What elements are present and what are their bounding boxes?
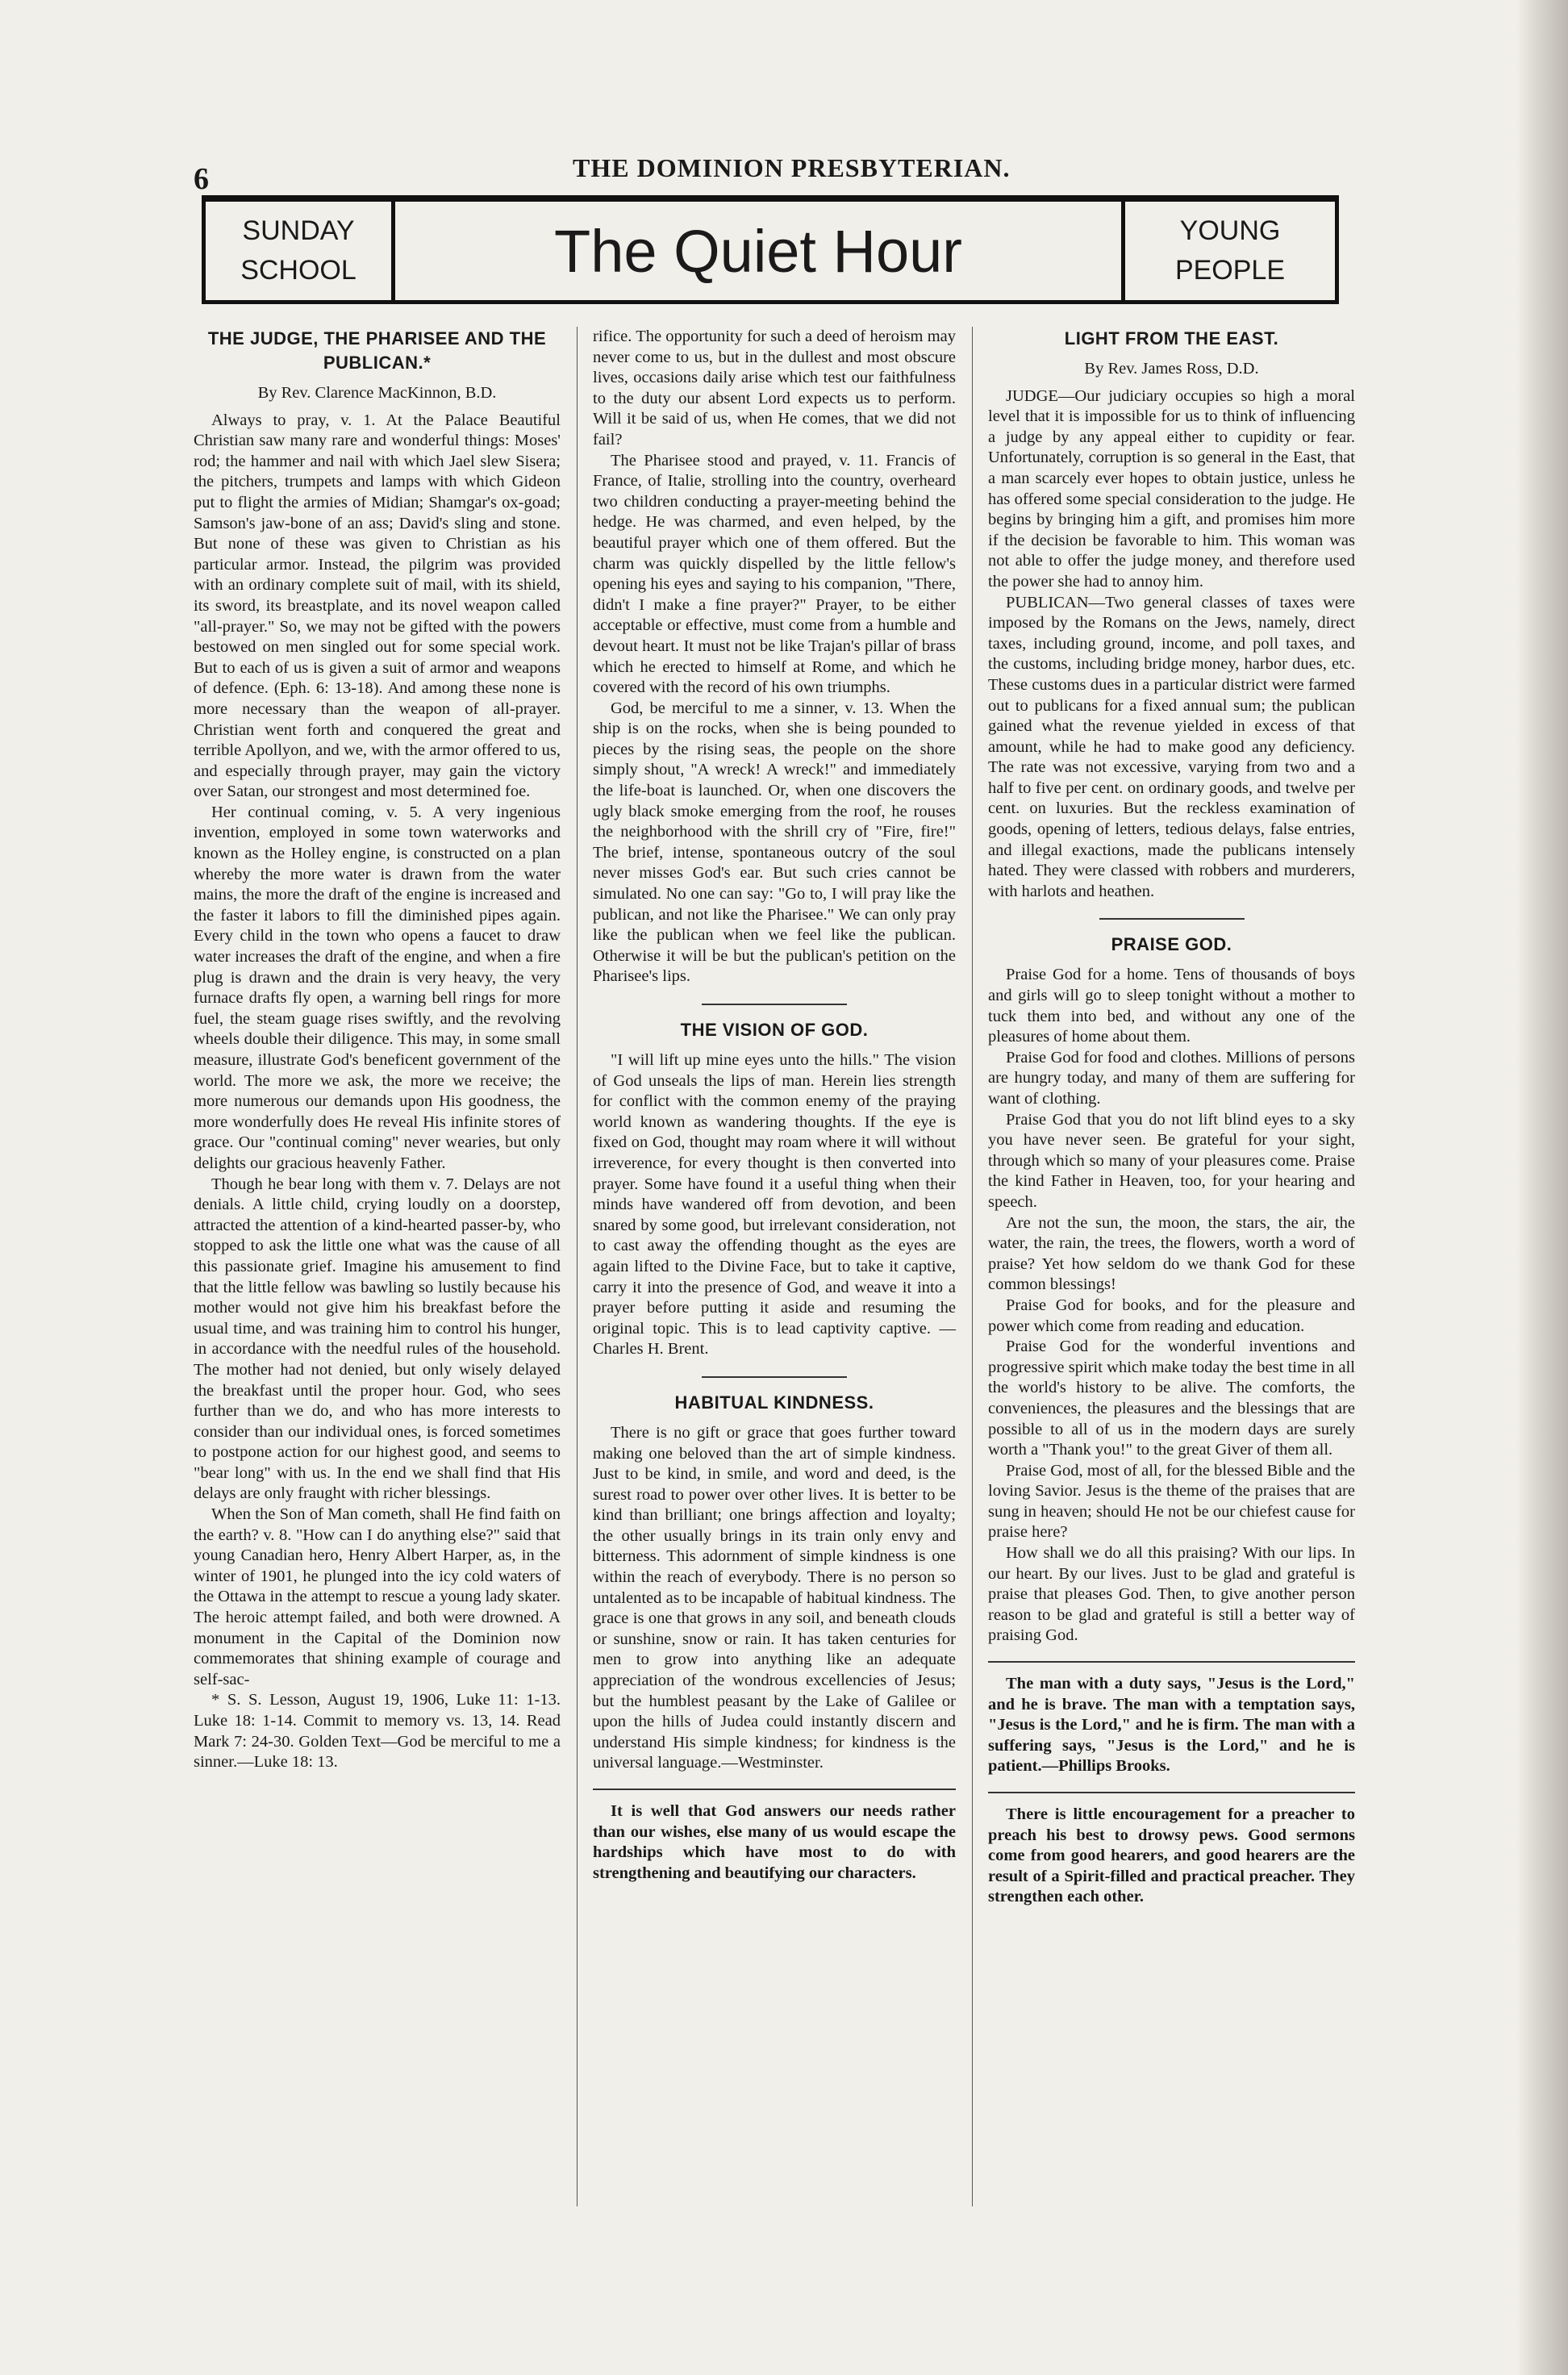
paragraph: Are not the sun, the moon, the stars, the air, the water, the rain, the trees, the flowers, worth a word of praise? Yet how seldom do we thank God for these common blessings!	[988, 1213, 1355, 1294]
article-byline: By Rev. Clarence MacKinnon, B.D.	[257, 384, 497, 402]
journal-title: THE DOMINION PRESBYTERIAN.	[573, 153, 1011, 182]
banner-right-line1: YOUNG	[1179, 215, 1281, 246]
article-title: THE VISION OF GOD.	[680, 1020, 869, 1040]
paragraph: Praise God for the wonderful inventions and progressive spirit which make today the best time in all the world's history to be alive. The comforts, the conveniences, the pleasures and the blessings that are possible to all of us in the modern days are surely worth a "Thank you!" to the great Giver of them all.	[988, 1338, 1355, 1459]
quote-paragraph: The man with a duty says, "Jesus is the Lord," and he is brave. The man with a temptation says, "Jesus is the Lord," and he is firm. The man with a suffering says, "Jesus is the Lord," and he is patient.—Phillips Brooks.	[988, 1675, 1355, 1776]
paragraph: Her continual coming, v. 5. A very ingenious invention, employed in some town waterworks and known as the Holley engine, is constructed on a plan whereby the more water is drawn from the water mains, the more the draft of the engine is increased and the faster it labors to fill the diminished pipes again. Every child in the town who opens a faucet to draw water increases the draft of the engine, and when a fire plug is drawn and the drain is very heavy, the very furnace drafts fly open, a warning bell rings for more fuel, the steam guage rises swiftly, and the revolving wheels double their diligence. This may, in some small measure, illustrate God's beneficent government of the world. The more we ask, the more we receive; the more numerous our demands upon His goodness, the more wonderfully does He reveal His infinite stores of grace. Our "continual coming" never wearies, but only delights our gracious heavenly Father.	[194, 803, 561, 1172]
banner-left	[206, 202, 395, 300]
page-binding-edge	[1516, 0, 1568, 2375]
closing-paragraph: There is little encouragement for a preacher to preach his best to drowsy pews. Good sermons come from good hearers, and good hearers are the result of a Spirit-filled and practical preacher. They strengthen each other.	[988, 1805, 1355, 1906]
paragraph: Praise God that you do not lift blind eyes to a sky you have never seen. Be grateful for your sight, through which so many of your pleasures come. Praise the kind Father in Heaven, too, for your hearing and speech.	[988, 1110, 1355, 1211]
paragraph: There is no gift or grace that goes further toward making one beloved than the art of simple kindness. Just to be kind, in smile, and word and deed, is the surest road to power over other lives. It is better to be kind than brilliant; one brings affection and loyalty; the other usually brings in its train only envy and bitterness. This adornment of simple kindness is one within the reach of everybody. There is no person so untalented as to be incapable of habitual kindness. The grace is one that grows in any soil, and beneath clouds or sunshine, snow or rain. It has taken centuries for men to grow into anything like an adequate appreciation of the wondrous excellencies of Jesus; but the humblest peasant by the Lake of Galilee or upon the hills of Judea could instantly discern and understand His simple kindness; for kindness is the universal language.—Westminster.	[593, 1423, 956, 1772]
paragraph: Praise God for a home. Tens of thousands of boys and girls will go to sleep tonight without a mother to tuck them into bed, and without any one of the pleasures of home about them.	[988, 966, 1355, 1046]
paragraph: Praise God, most of all, for the blessed Bible and the loving Savior. Jesus is the theme of the praises that are sung in heaven; should He not be our chiefest cause for praise here?	[988, 1461, 1355, 1542]
lesson-footnote: * S. S. Lesson, August 19, 1906, Luke 11: 1-13. Luke 18: 1-14. Commit to memory vs. 13, 14. Read Mark 7: 24-30. Golden Text—God be merciful to me a sinner.—Luke 18: 13.	[194, 1691, 561, 1772]
banner-right-line2: PEOPLE	[1174, 255, 1286, 286]
column-3	[988, 327, 1355, 1908]
banner-right	[1121, 202, 1335, 300]
paragraph: The Pharisee stood and prayed, v. 11. Francis of France, of Italie, strolling into the country, overheard two children conducting a prayer-meeting behind the hedge. He was charmed, and even helped, by the beautiful prayer which one of them offered. But the charm was quickly dispelled by the little fellow's opening his eyes and saying to his companion, "There, didn't I make a fine prayer?" Prayer, to be either acceptable or effective, must come from a humble and devout heart. It must not be like Trajan's pillar of brass which he erected to himself at Rome, and which he covered with the record of his own triumphs.	[593, 451, 956, 697]
paragraph: Praise God for food and clothes. Millions of persons are hungry today, and many of them are suffering for want of clothing.	[988, 1048, 1355, 1108]
banner-left-line2: SCHOOL	[240, 255, 357, 286]
column-1	[194, 327, 561, 1773]
paragraph: JUDGE—Our judiciary occupies so high a moral level that it is impossible for us to think of influencing a judge by any appeal either to cupidity or fear. Unfortunately, corruption is so general in the East, that a man scarcely ever hopes to obtain justice, unless he has offered some special consideration to the judge. He begins by bringing him a gift, and promises him more if the decision be favorable to him. This woman was not able to offer the judge money, and therefore used the power she had to annoy him.	[988, 386, 1355, 591]
column-divider	[577, 327, 578, 2206]
paragraph: Though he bear long with them v. 7. Delays are not denials. A little child, crying loudly on a doorstep, attracted the attention of a kind-hearted passer-by, who stopped to ask the little one what was the cause of all this passionate grief. Imagine his amusement to find that the little fellow was bawling so lustily because his mother would not give him his breakfast before the usual time, and was training him to control his hunger, in accordance with the needful rules of the household. The mother had not denied, but only wisely delayed the breakfast until the proper hour. God, who sees further than we do, and who has more interests to consider than our individual ones, is forced sometimes to postpone action for our highest good, and seems to "bear long" with us. In the end we shall find that His delays are only fraught with richer blessings.	[194, 1175, 561, 1503]
page-number: 6	[194, 162, 209, 196]
section-rule	[702, 1376, 847, 1378]
article-byline: By Rev. James Ross, D.D.	[1084, 360, 1259, 378]
paragraph: PUBLICAN—Two general classes of taxes were imposed by the Romans on the Jews, namely, direct taxes, including ground, income, and poll taxes, and the customs, including bridge money, harbor dues, etc. These customs dues in a particular district were farmed out to publicans for a fixed annual sum; the publican gained what the revenue yielded in excess of that amount, while he had to make good any deficiency. The rate was not excessive, varying from two and a half to five per cent. on ordinary goods, and twelve per cent. on luxuries. But the reckless examination of goods, opening of letters, tedious delays, false entries, and illegal exactions, made the publicans intensely hated. They were classed with robbers and murderers, with harlots and heathen.	[988, 593, 1355, 900]
paragraph: When the Son of Man cometh, shall He find faith on the earth? v. 8. "How can I do anything else?" said that young Canadian hero, Henry Albert Harper, as, in the winter of 1901, he plunged into the icy cold waters of the Ottawa in the attempt to rescue a young lady skater. The heroic attempt failed, and both were drowned. A monument in the Capital of the Dominion now commemorates that shining example of courage and self-sac-	[194, 1505, 561, 1688]
banner-title: The Quiet Hour	[554, 217, 962, 285]
article-title: PRAISE GOD.	[1111, 934, 1232, 955]
banner-left-line1: SUNDAY	[242, 215, 355, 246]
column-2	[593, 327, 956, 1884]
section-rule	[702, 1004, 847, 1005]
section-rule	[988, 1792, 1355, 1793]
paragraph: God, be merciful to me a sinner, v. 13. When the ship is on the rocks, when she is being pounded to pieces by the rising seas, the people on the shore simply shout, "A wreck! A wreck!" and immediately the life-boat is launched. Or, when one discovers the ugly black smoke emerging from the roof, he rouses the neighborhood with the shrill cry of "Fire, fire!" The brief, intense, spontaneous outcry of the soul never misses God's ear. But such cries cannot be simulated. No one can say: "Go to, I will pray like the publican, and not like the Pharisee." We can only pray like the publican when we feel like the publican. Otherwise it will be but the publican's petition on the Pharisee's lips.	[593, 699, 956, 986]
newspaper-page	[121, 121, 1508, 2331]
section-rule	[593, 1789, 956, 1790]
section-rule	[988, 1661, 1355, 1663]
article-title: LIGHT FROM THE EAST.	[1064, 328, 1279, 349]
paragraph: "I will lift up mine eyes unto the hills." The vision of God unseals the lips of man. Herein lies strength for conflict with the common enemy of the praying world known as wandering thoughts. If the eye is fixed on God, thought may roam where it will without irreverence, for every thought is then converted into prayer. Some have found it a useful thing when their minds have wandered off from devotion, and been snared by some good, but irrelevant consideration, not to cast away the offending thought as the eyes are again lifted to the Divine Face, but to take it captive, carry it into the presence of God, and weave it into a prayer before putting it aside and resuming the original topic. This is to lead captivity captive. —Charles H. Brent.	[593, 1051, 956, 1359]
paragraph: rifice. The opportunity for such a deed of heroism may never come to us, but in the dullest and most obscure lives, occasions daily arise which test our faithfulness to the duty our absent Lord expects us to perform. Will it be said of us, when He comes, that we did not fail?	[593, 328, 956, 449]
closing-paragraph: It is well that God answers our needs rather than our wishes, else many of us would escape the hardships which have most to do with strengthening and beautifying our characters.	[593, 1802, 956, 1882]
article-title: THE JUDGE, THE PHARISEE AND THE PUBLICAN.*	[207, 328, 547, 373]
paragraph: Always to pray, v. 1. At the Palace Beautiful Christian saw many rare and wonderful things: Moses' rod; the hammer and nail with which Jael slew Sisera; the pitchers, trumpets and lamps with which Gideon put to flight the armies of Midian; Shamgar's ox-goad; Samson's jaw-bone of an ass; David's sling and stone. But none of these was given to Christian as his particular armor. Instead, the pilgrim was provided with an ordinary complete suit of mail, with its shield, its sword, its breastplate, and its novel weapon called "all-prayer." So, we may not be gifted with the powers bestowed on men singled out for some special work. But to each of us is given a suit of armor and weapons of defence. (Eph. 6: 13-18). And among these none is more necessary than the weapon of all-prayer. Christian went forth and conquered the great and terrible Apollyon, and we, with the armor offered to us, and especially through prayer, may gain the victory over Satan, our strongest and most determined foe.	[194, 411, 561, 801]
column-divider	[972, 327, 973, 2206]
section-rule	[1099, 918, 1245, 920]
article-title: HABITUAL KINDNESS.	[674, 1392, 874, 1413]
section-banner	[202, 195, 1339, 304]
paragraph: How shall we do all this praising? With our lips. In our heart. By our lives. Just to be glad and grateful is praise that pleases God. Then, to give another person reason to be glad and grateful is still a better way of praising God.	[988, 1544, 1355, 1645]
paragraph: Praise God for books, and for the pleasure and power which come from reading and education.	[988, 1296, 1355, 1335]
